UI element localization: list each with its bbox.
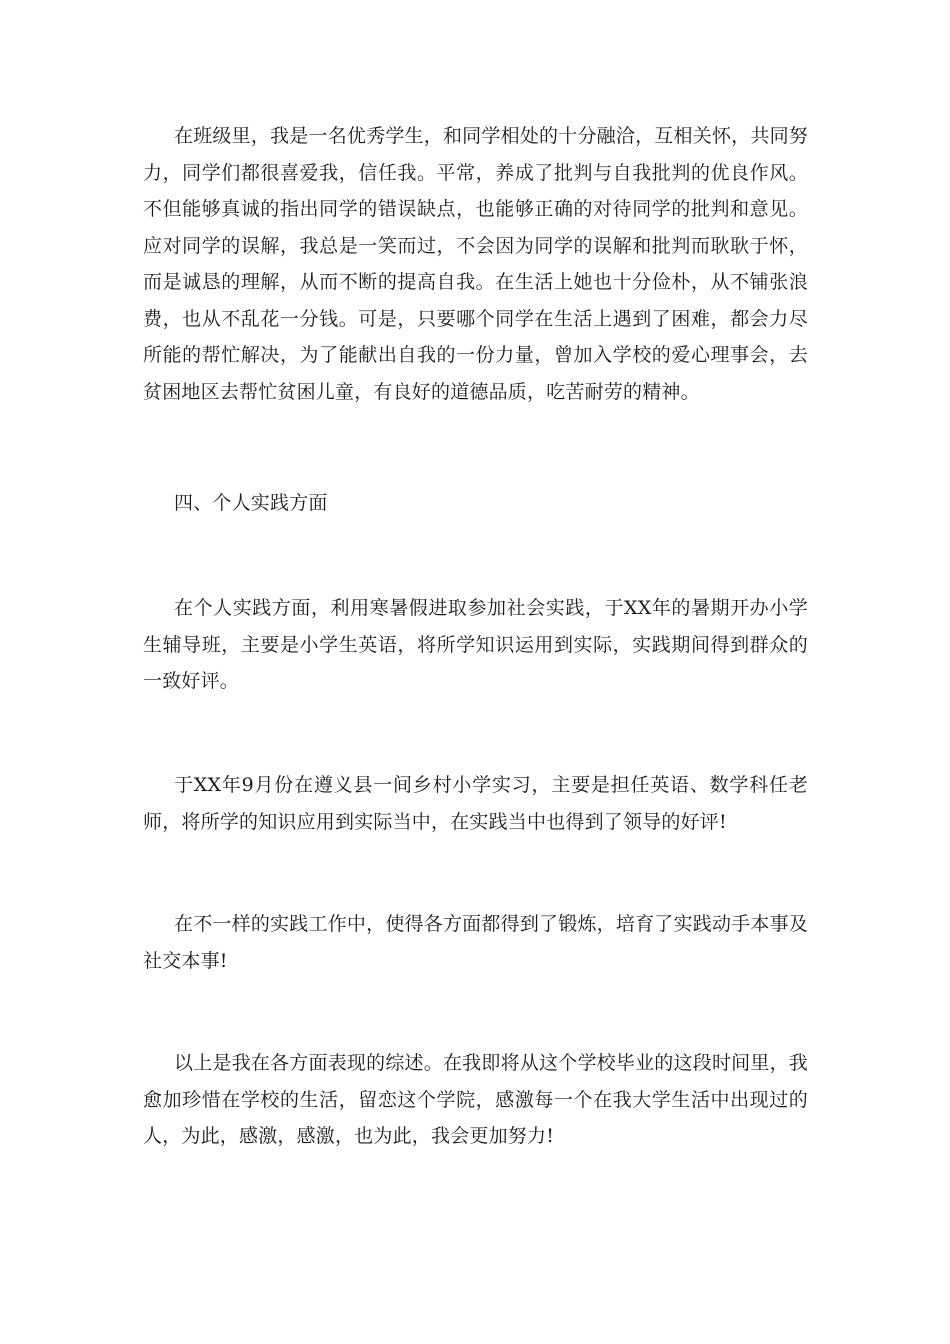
paragraph-practice-tutoring: 在个人实践方面，利用寒暑假进取参加社会实践，于XX年的暑期开办小学生辅导班，主要是小学生英语，将所学知识运用到实际，实践期间得到群众的一致好评。 <box>143 597 808 692</box>
paragraph-class-conduct: 在班级里，我是一名优秀学生，和同学相处的十分融洽，互相关怀，共同努力，同学们都很喜爱我，信任我。平常，养成了批判与自我批判的优良作风。不但能够真诚的指出同学的错误缺点，也能够正确的对待同学的批判和意见。应对同学的误解，我总是一笑而过，不会因为同学的误解和批判而耿耿于怀，而是诚恳的理解，从而不断的提高自我。在生活上她也十分俭朴，从不铺张浪费，也从不乱花一分钱。可是，只要哪个同学在生活上遇到了困难，都会力尽所能的帮忙解决，为了能献出自我的一份力量，曾加入学校的爱心理事会，去贫困地区去帮忙贫困儿童，有良好的道德品质，吃苦耐劳的精神。 <box>143 125 808 403</box>
paragraph-summary: 以上是我在各方面表现的综述。在我即将从这个学校毕业的这段时间里，我愈加珍惜在学校的生活，留恋这个学院，感激每一个在我大学生活中出现过的人，为此，感激，感激，也为此，我会更加努力! <box>143 1052 808 1147</box>
section-heading-practice: 四、个人实践方面 <box>174 492 328 514</box>
paragraph-practice-skills: 在不一样的实践工作中，使得各方面都得到了锻炼，培育了实践动手本事及社交本事! <box>143 913 808 972</box>
paragraph-practice-internship: 于XX年9月份在遵义县一间乡村小学实习，主要是担任英语、数学科任老师，将所学的知识应用到实际当中，在实践当中也得到了领导的好评! <box>143 774 808 833</box>
